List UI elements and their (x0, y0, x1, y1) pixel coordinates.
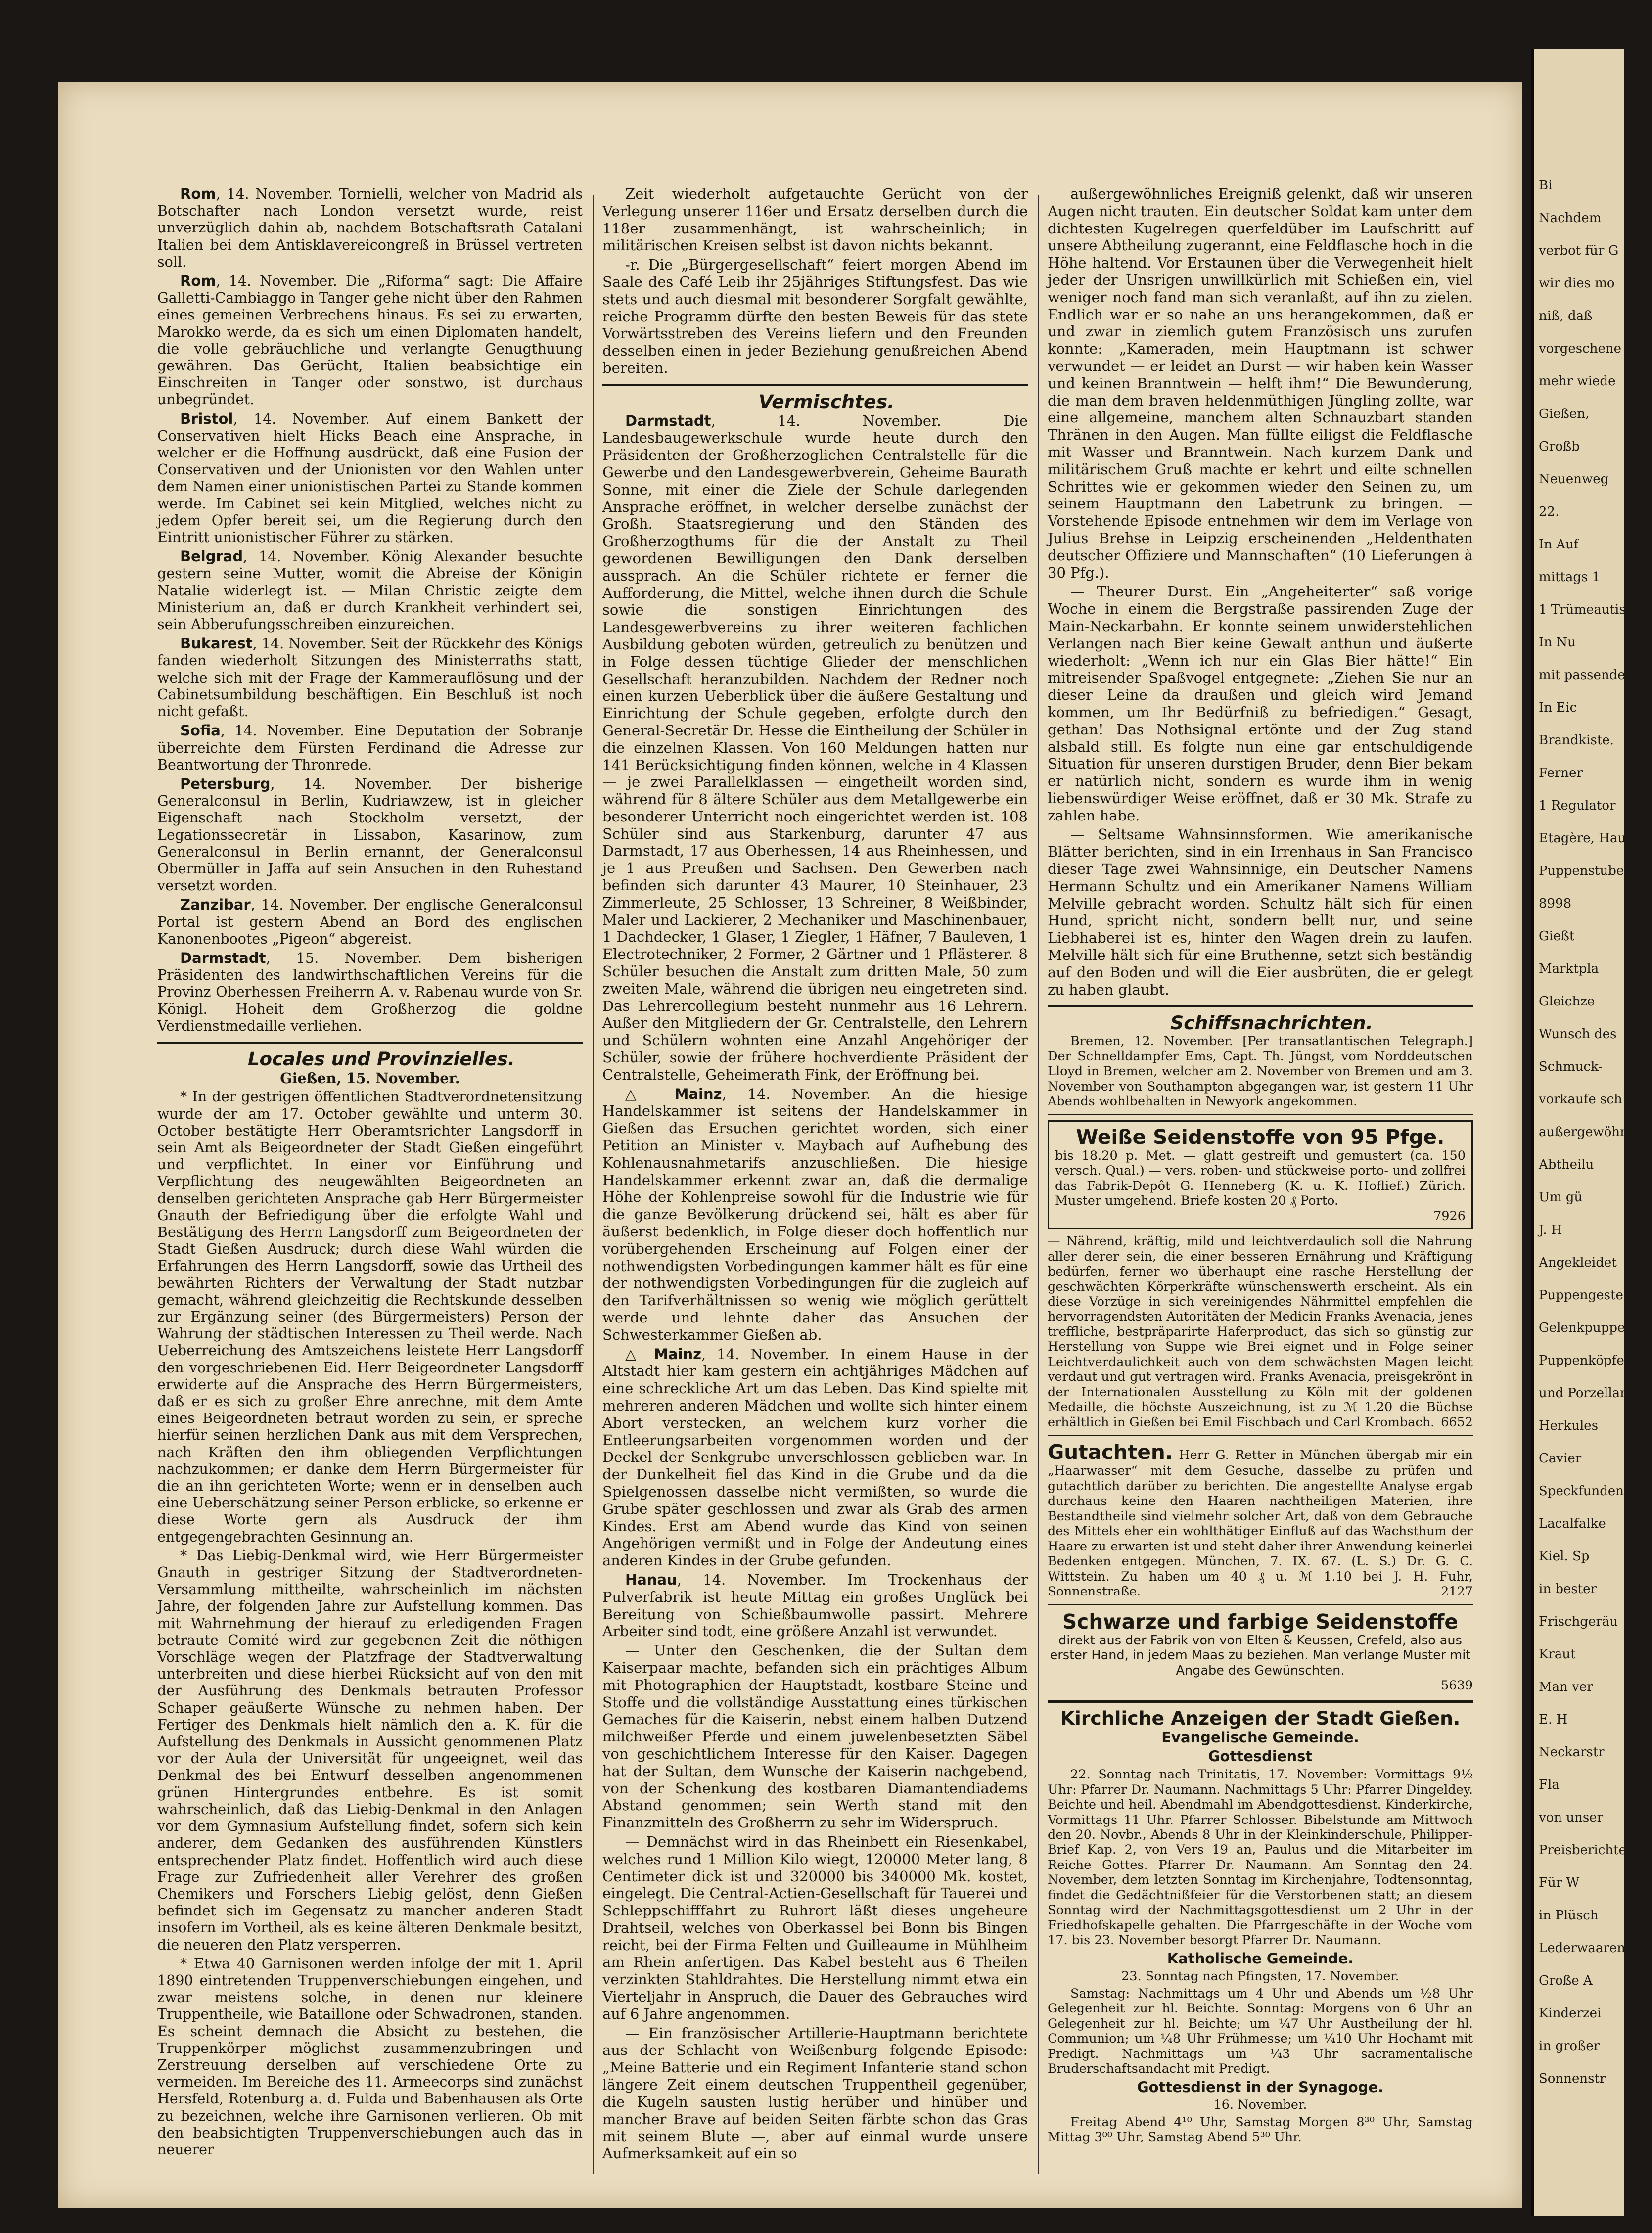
article-text: , 14. November. Im Trockenhaus der Pulverfabrik ist heute Mittag ein großes Unglück bei Bereitung von Schießbaumwolle passirt. Mehrere Arbeiter sind todt, eine größere Anzahl ist verwundet. (602, 1571, 1028, 1640)
miscellaneous-news (602, 412, 1028, 2162)
article (602, 1642, 1028, 1831)
adjacent-page-fragment: Großb (1539, 439, 1580, 454)
dateline: Gießen, 15. November. (280, 1070, 460, 1087)
evangelical-text: 22. Sonntag nach Trinitatis, 17. November: Vormittags 9½ Uhr: Pfarrer Dr. Naumann. Nachmittags 5 Uhr: Pfarrer Dingeldey. Beichte und heil. Abendmahl im Abendgottesdienst. Kinderkirche, Vormittags 11 Uhr. Pfarrer Schlosser. Bibelstunde am Mittwoch den 20. Novbr., Abends 8 Uhr in der Kleinkinderschule, Philipper-Brief Kap. 2, von Vers 19 an, Paulus und die Mitarbeiter im Reiche Gottes. Pfarrer Dr. Naumann. Am Sonntag den 24. November, dem letzten Sonntag im Kirchenjahre, Todtensonntag, findet die Gedächtnißfeier für die Verstorbenen statt; an diesem Sonntag wird der Nachmittagsgottesdienst um 2 Uhr in der Friedhofskapelle gehalten. Die Pfarrgeschäfte in der Woche vom 17. bis 23. November besorgt Pfarrer Dr. Naumann. (1048, 1767, 1473, 1948)
ad-gutachten (1048, 1441, 1473, 1599)
adjacent-page-fragment: Kinderzei (1539, 2006, 1602, 2021)
ad-weisse-seidenstoffe (1048, 1120, 1473, 1230)
evangelical-subtitle: Gottesdienst (1208, 1748, 1313, 1765)
article-dateline: Hanau (625, 1571, 677, 1588)
article-text: * Etwa 40 Garnisonen werden infolge der mit 1. April 1890 eintretenden Truppenverschiebungen eingehen, und zwar meistens solche, in denen nur kleinere Truppentheile, wie Bataillone oder Schwadronen, standen. Es scheint demnach die Absicht zu bestehen, die Truppenkörper möglichst zusammenzubringen und Zerstreuung derselben auf verschiedene Orte zu vermeiden. Im Bereiche des 11. Armeecorps sind zunächst Hersfeld, Rotenburg a. d. Fulda und Babenhausen als Orte zu bezeichnen, welche ihre Garnisonen verlieren. Ob mit den beabsichtigten Truppenverschiebungen auch das in neuerer (157, 1955, 583, 2158)
evangelical-title: Evangelische Gemeinde. (1161, 1729, 1359, 1746)
section-divider (1048, 1005, 1473, 1007)
adjacent-page-fragment: mittags 1 (1539, 570, 1601, 585)
ad-number: 6652 (1441, 1414, 1473, 1430)
adjacent-page-fragment: Gleichze (1539, 994, 1595, 1009)
ad-number: 7926 (1433, 1208, 1466, 1224)
adjacent-page-fragment: verbot für G (1539, 243, 1619, 258)
adjacent-page-fragment: Lederwaaren (1539, 1941, 1625, 1956)
adjacent-page-fragment: J. H (1539, 1223, 1562, 1237)
adjacent-page-fragment: Puppenköpfe (1539, 1353, 1624, 1368)
ad-seidenstoffe (1048, 1610, 1473, 1693)
divider (1048, 1114, 1473, 1115)
section-divider (602, 384, 1028, 386)
article (602, 2025, 1028, 2162)
adjacent-page-fragment: in bester (1539, 1582, 1597, 1596)
adjacent-page-fragment: Für W (1539, 1875, 1580, 1890)
article-dateline: Sofia (180, 722, 221, 739)
column-2 (602, 185, 1028, 2164)
article (157, 896, 583, 948)
article-text: außergewöhnliches Ereigniß gelenkt, daß wir unseren Augen nicht trauten. Ein deutscher Soldat kam unter dem dichtesten Kugelregen querfeldüber im Laufschritt auf unsere Abtheilung zugerannt, eine Feldflasche hoch in die Höhe haltend. Vor Erstaunen über die Verwegenheit hielt jeder der Unsrigen unwillkürlich mit Schießen ein, viel weniger noch fand man sich veranlaßt, auf ihn zu zielen. Endlich war er so nahe an uns herangekommen, daß er und zwar in ziemlich gutem Französisch uns zurufen konnte: „Kameraden, mein Hauptmann ist schwer verwundet — er leidet an Durst — wir haben kein Wasser und keinen Branntwein — helft ihm!“ Die Bewunderung, die man dem braven heldenmüthigen Jüngling zollte, war eine allgemeine, manchem alten Schnauzbart standen Thränen in den Augen. Man füllte eiligst die Feldflasche mit Wasser und Branntwein. Nach kurzem Dank und militärischem Gruß machte er kehrt und eilte schnellen Schrittes wie er gekommen wieder den Seinen zu, um seinem Hauptmann den Labetrunk zu bringen. — Vorstehende Episode entnehmen wir dem im Verlage von Julius Brehse in Leipzig erscheinenden „Heldenthaten deutscher Offiziere und Mannschaften“ (10 Lieferungen à 30 Pfg.). (1048, 185, 1473, 581)
section-divider (157, 1042, 583, 1044)
article-text: — Ein französischer Artillerie-Hauptmann berichtete aus der Schlacht von Weißenburg folgende Episode: „Meine Batterie und ein Regiment Infanterie stand schon längere Zeit einem deutschen Truppentheil gegenüber, die Kugeln sausten lustig herüber und hinüber und mancher Brave auf beiden Seiten färbte schon das Gras mit seinem Blute —, aber auf einmal wurde unsere Aufmerksamkeit auf ein so (602, 2024, 1028, 2162)
adjacent-page-fragment: E. H (1539, 1712, 1568, 1727)
article-text: Zeit wiederholt aufgetauchte Gerücht von der Verlegung unserer 116er und Ersatz derselben durch die 118er zusammenhängt, ist wahrscheinlich; in militärischen Kreisen selbst ist davon nichts bekannt. (602, 185, 1028, 254)
adjacent-page-fragment: Um gü (1539, 1190, 1583, 1205)
article (602, 1833, 1028, 2023)
catholic-subtitle: 23. Sonntag nach Pfingsten, 17. November. (1121, 1969, 1399, 1984)
church-notices (1048, 1707, 1473, 2145)
article-text: , 14. November. Eine Deputation der Sobranje überreichte dem Fürsten Ferdinand die Adresse zur Beantwortung der Thronrede. (157, 723, 583, 773)
adjacent-page-fragment: von unser (1539, 1810, 1603, 1825)
adjacent-page-fragment: Kraut (1539, 1647, 1576, 1662)
adjacent-page-fragment: vorgeschene (1539, 341, 1621, 356)
adjacent-page-fragment: Ferner (1539, 766, 1583, 780)
article-dateline: △ Mainz (625, 1345, 701, 1363)
adjacent-page-fragment: Abtheilu (1539, 1157, 1594, 1172)
adjacent-page-edge (1531, 49, 1652, 2216)
article-dateline: Rom (180, 273, 216, 290)
adjacent-page-fragment: Neckarstr (1539, 1745, 1605, 1760)
adjacent-page-fragment: Sonnenstr (1539, 2071, 1606, 2086)
article-text: , 14. November. Die „Riforma“ sagt: Die Affaire Galletti-Cambiaggo in Tanger gehe nicht über den Rahmen eines gemeinen Verbrechens hinaus. Es sei zu erwarten, Marokko werde, da es sich um einen Diplomaten handelt, die volle gebräuchliche und verlangte Genugthuung gewähren. Das Gerücht, Italien beabsichtige ein Einschreiten in Tanger oder sonstwo, ist durchaus unbegründet. (157, 273, 583, 408)
article (157, 548, 583, 633)
ad-text: direkt aus der Fabrik von von Elten & Keussen, Crefeld, also aus erster Hand, in jedem Maas zu beziehen. Man verlange Muster mit Angabe des Gewünschten. (1050, 1633, 1471, 1678)
adjacent-page-fragment: Kiel. Sp (1539, 1549, 1590, 1564)
article-text: * Das Liebig-Denkmal wird, wie Herr Bürgermeister Gnauth in gestriger Sitzung der Stadtverordneten-Versammlung mittheilte, wahrscheinlich im nächsten Jahre, der folgenden Jahre zur Aufstellung kommen. Das mit Wahrnehmung der hierauf zu erledigenden Fragen betraute Comité wird zur gegebenen Zeit die nöthigen Vorschläge wegen der Platzfrage der Stadtverwaltung unterbreiten und diese hierbei Rücksicht auf von den mit der Ausführung des Denkmals betrauten Professor Schaper geäußerte Wünsche zu nehmen haben. Der Fertiger des Denkmals hielt nämlich den a. K. für die Aufstellung des Denkmals in Aussicht genommenen Platz vor der Aula der Universität für ungeeignet, weil das Denkmal des bei Entwurf desselben angenommenen grünen Hintergrundes entbehre. Es ist somit wahrscheinlich, daß das Liebig-Denkmal in den Anlagen vor dem Gymnasium Aufstellung findet, sofern sich kein anderer, dem Gedanken des ausführenden Künstlers entsprechender Platz findet. Hoffentlich wird auch diese Frage zur Zufriedenheit aller Verehrer des großen Chemikers und Forschers Liebig gelöst, denn Gießen befindet sich im Gegensatz zu mancher anderen Stadt insofern im Vortheil, als es keine älteren Denkmale besitzt, die neueren den Platz versperren. (157, 1547, 583, 1953)
synagogue-subtitle: 16. November. (1213, 2097, 1307, 2113)
article-dateline: Petersburg (180, 775, 271, 792)
adjacent-page-fragment: Neuenweg (1539, 472, 1609, 487)
article (157, 722, 583, 774)
adjacent-page-fragment: Man ver (1539, 1680, 1593, 1694)
article-text: , 14. November. Die Landesbaugewerkschule wurde heute durch den Präsidenten der Großherzoglichen Centralstelle für die Gewerbe und den Landesgewerbverein, Geheime Baurath Sonne, mit einer die Ziele der Schule darlegenden Ansprache eröffnet, in welcher derselbe zunächst der Großh. Staatsregierung und den Ständen des Großherzogthums für die der Anstalt zu Theil gewordenen Bewilligungen den Dank derselben aussprach. An die Schüler richtete er ferner die Aufforderung, die Mittel, welche ihnen durch die Schule sowie die sonstigen Einrichtungen des Landesgewerbvereins zu ihrer weiteren fachlichen Ausbildung geboten würden, getreulich zu benützen und in Folge dessen tüchtige Glieder der menschlichen Gesellschaft heranzubilden. Nachdem der Redner noch einen kurzen Ueberblick über die äußere Gestaltung und Einrichtung der Schule gegeben, erfolgte durch den General-Secretär Dr. Hesse die Eintheilung der Schüler in die einzelnen Klassen. Von 160 Meldungen hatten nur 141 Berücksichtigung finden können, welche in 4 Klassen — je zwei Parallelklassen — eingetheilt worden sind, während für 8 ältere Schüler aus dem Metallgewerbe ein besonderer Unterricht noch eingerichtet werden ist. 108 Schüler sind aus Starkenburg, darunter 47 aus Darmstadt, 17 aus Oberhessen, 14 aus Rheinhessen, und je 1 aus Preußen und Sachsen. Den Gewerben nach befinden sich darunter 43 Maurer, 10 Steinhauer, 23 Zimmerleute, 25 Schlosser, 13 Schreiner, 8 Weißbinder, Maler und Lackierer, 2 Mechaniker und Maschinenbauer, 1 Dachdecker, 1 Glaser, 1 Ziegler, 1 Häfner, 7 Bauleven, 1 Electrotechniker, 2 Former, 2 Gärtner und 1 Pflästerer. 8 Schüler besuchen die Anstalt zum dritten Male, 50 zum zweiten Male, während die übrigen neu eingetreten sind. Das Lehrercollegium besteht nunmehr aus 16 Lehrern. Außer den Mitgliedern der Gr. Centralstelle, den Lehrern und Schülern wohnten eine Anzahl Angehöriger der Schüler, sowie der frühere hochverdiente Präsident der Centralstelle, Geheimerath Fink, der Eröffnung bei. (602, 412, 1028, 1083)
adjacent-page-fragment: in großer (1539, 2039, 1600, 2053)
article-text: , 14. November. König Alexander besuchte gestern seine Mutter, womit die Abreise der Königin Natalie widerlegt ist. — Milan Christic zeigte dem Ministerium an, daß er durch Krankheit verhindert sei, sein Abberufungsschreiben einzureichen. (157, 548, 583, 633)
article (1048, 583, 1473, 824)
adjacent-page-fragment: Herkules (1539, 1418, 1599, 1433)
article-text: -r. Die „Bürgergesellschaft“ feiert morgen Abend im Saale des Café Leib ihr 25jähriges Stiftungsfest. Das wie stets und auch diesmal mit besonderer Sorgfalt gewählte, reiche Programm dürfte den besten Beweis für das stete Vorwärtsstreben des Vereins liefern und den Freunden desselben einen in jeder Beziehung genußreichen Abend bereiten. (602, 256, 1028, 376)
adjacent-page-fragment: Puppenstube, Po (1539, 864, 1648, 878)
article-dateline: Bukarest (180, 635, 253, 652)
section-heading-locales: Locales und Provinzielles. (248, 1048, 515, 1070)
adjacent-page-fragment: 1 Regulator (1539, 798, 1616, 813)
newspaper-page (58, 82, 1522, 2208)
ad-avenacia (1048, 1234, 1473, 1430)
article-dateline: Darmstadt (180, 949, 266, 966)
adjacent-page-fragment: Bi (1539, 178, 1553, 193)
article (157, 950, 583, 1035)
section-heading-vermischtes: Vermischtes. (758, 390, 895, 412)
adjacent-page-fragment: Preisberichte (1539, 1843, 1626, 1858)
catholic-text: Samstag: Nachmittags um 4 Uhr und Abends um ½8 Uhr Gelegenheit zur hl. Beichte. Sonntag: Morgens von 6 Uhr an Gelegenheit zur hl. Beichte; um ¼7 Uhr Austheilung der hl. Communion; um ¼8 Uhr Frühmesse; um ¼10 Uhr Hochamt mit Predigt. Nachmittags um ¼3 Uhr sacramentalische Bruderschaftsandacht mit Predigt. (1048, 1986, 1473, 2077)
article-dateline: Darmstadt (625, 412, 711, 429)
adjacent-page-fragment: mehr wiede (1539, 374, 1616, 389)
divider (1048, 1604, 1473, 1605)
adjacent-page-fragment: Angekleidet (1539, 1255, 1617, 1270)
adjacent-page-fragment: Schmuck- (1539, 1059, 1603, 1074)
article-dateline: △ Mainz (625, 1085, 722, 1102)
catholic-title: Katholische Gemeinde. (1167, 1950, 1354, 1967)
article-dateline: Zanzibar (180, 896, 251, 913)
article (1048, 185, 1473, 581)
ad-number: 2127 (1441, 1584, 1473, 1599)
article-text: — Seltsame Wahnsinnsformen. Wie amerikanische Blätter berichten, sind in ein Irrenhaus in San Francisco dieser Tage zwei Wahnsinnige, ein Deutscher Namens Hermann Schultz und ein Amerikaner Namens William Melville gebracht worden. Schultz hält sich für einen Hund, spricht nicht, sondern bellt nur, und seine Liebhaberei ist es, hinter den Wagen drein zu laufen. Melville hält sich für eine Bruthenne, setzt sich beständig auf den Boden und will die Eier ausbrüten, die er gelegt zu haben glaubt. (1048, 826, 1473, 998)
adjacent-page-fragment: Cavier (1539, 1451, 1582, 1466)
adjacent-page-fragment: wir dies mo (1539, 276, 1615, 291)
shipping-notice: Bremen, 12. November. [Per transatlantischen Telegraph.] Der Schnelldampfer Ems, Capt. Th. Jüngst, vom Norddeutschen Lloyd in Bremen, welcher am 2. November von Bremen und am 3. November von Southampton abgegangen war, ist gestern 11 Uhr Abends wohlbehalten in Newyork angekommen. (1048, 1034, 1473, 1109)
article (602, 412, 1028, 1084)
adjacent-page-fragment: Gelenkpuppe (1539, 1321, 1625, 1335)
article (602, 1571, 1028, 1640)
adjacent-page-fragment: mit passenden Tr (1539, 668, 1652, 683)
synagogue-text: Freitag Abend 4¹⁰ Uhr, Samstag Morgen 8³⁰ Uhr, Samstag Mittag 3⁰⁰ Uhr, Samstag Abend 5³⁰ Uhr. (1048, 2114, 1473, 2145)
ad-text: — Nährend, kräftig, mild und leichtverdaulich soll die Nahrung aller derer sein, die einer besseren Ernährung und Kräftigung bedürfen, ferner wo überhaupt eine rasche Herstellung der geschwächten Körperkräfte wünschenswerth erscheint. Als ein diese Vorzüge in sich vereinigendes Nährmittel empfehlen die hervorragendsten Autoritäten der Medicin Franks Avenacia, jenes treffliche, bestpräparirte Haferproduct, das sich so günstig zur Herstellung von Suppe wie Brei eignet und in Folge seiner Leichtverdaulichkeit auch von dem schwächsten Magen leicht verdaut und gut vertragen wird. Franks Avenacia, preisgekrönt in der Internationalen Ausstellung zu Köln mit der goldenen Medaille, die höchste Auszeichnung, ist zu ℳ 1.20 die Büchse erhältlich in Gießen bei Emil Fischbach und Carl Krombach. (1048, 1234, 1473, 1430)
article (602, 185, 1028, 254)
ad-title: Weiße Seidenstoffe von 95 Pfge. (1076, 1125, 1445, 1149)
adjacent-page-fragment: In Auf (1539, 537, 1579, 552)
local-news-continued (602, 185, 1028, 377)
adjacent-page-fragment: Gießt (1539, 929, 1575, 944)
adjacent-page-fragment: Nachdem (1539, 211, 1602, 226)
article-text: — Demnächst wird in das Rheinbett ein Riesenkabel, welches rund 1 Million Kilo wiegt, 120000 Meter lang, 8 Centimeter dick ist und 320000 bis 340000 Mk. kostet, eingelegt. Die Central-Actien-Gesellschaft für Tauerei und Schleppschifffahrt zu Ruhrort läßt dieses ungeheure Drahtseil, welches von Oberkassel bei Bonn bis Bingen reicht, bei der Firma Felten und Guilleaume in Mühlheim am Rhein anfertigen. Das Kabel besteht aus 6 Theilen verzinkten Stahldrahtes. Die Herstellung nimmt etwa ein Vierteljahr in Anspruch, die Dauer des Gebrauches wird auf 6 Jahre angenommen. (602, 1833, 1028, 2022)
column-divider (593, 195, 594, 2174)
adjacent-page-fragment: Puppengeste (1539, 1288, 1623, 1303)
article (157, 1089, 583, 1545)
adjacent-page-fragment: In Eic (1539, 700, 1577, 715)
column-3 (1048, 185, 1473, 2147)
ad-number: 5639 (1441, 1678, 1473, 1693)
article-text: , 14. November. Seit der Rückkehr des Königs fanden wiederholt Sitzungen des Ministerraths statt, welche sich mit der Frage der Kammerauflösung und der Cabinetsumbildung beschäftigen. Ein Beschluß ist noch nicht gefaßt. (157, 636, 583, 720)
adjacent-page-fragment: außergewöhnl (1539, 1125, 1633, 1139)
adjacent-page-fragment: vorkaufe sch (1539, 1092, 1622, 1107)
news-telegrams (157, 185, 583, 1035)
article-dateline: Bristol (180, 410, 233, 427)
article-text: — Unter den Geschenken, die der Sultan dem Kaiserpaar machte, befanden sich ein prächtiges Album mit Photographien der Hauptstadt, kostbare Steine und Stoffe und die vollständige Ausstattung eines türkischen Gemaches für die Kaiserin, nebst einem halben Dutzend milchweißer Pferde und einem juwelenbesetzten Säbel von geschichtlichem Interesse für den Kaiser. Dagegen hat der Sultan, dem Wunsche der Kaiserin nachgebend, von der Schenkung des kostbaren Diamantendiadems Abstand genommen; sein Werth stand mit den Finanzmitteln des Großherrn zu sehr im Widerspruch. (602, 1642, 1028, 1831)
adjacent-page-fragment: Speckfunden (1539, 1484, 1624, 1499)
article (1048, 826, 1473, 998)
article-text: , 14. November. In einem Hause in der Altstadt hier kam gestern ein achtjähriges Mädchen auf eine schreckliche Art um das Leben. Das Kind spielte mit mehreren anderen Mädchen und wollte sich hinter einem Abort verstecken, an welchem kurz vorher die Entleerungsarbeiten vorgenommen worden und der Deckel der Senkgrube unverschlossen geblieben war. In der Dunkelheit fiel das Kind in die Grube und da die Spielgenossen dasselbe nicht vermißten, so wurde die Grube später geschlossen und zwar als Grab des armen Kindes. Erst am Abend wurde das Kind von seinen Angehörigen vermißt und in Folge der Andeutung eines anderen Kindes in der Grube gefunden. (602, 1345, 1028, 1569)
adjacent-page-fragment: Marktpla (1539, 961, 1599, 976)
adjacent-page-fragment: Wunsch des (1539, 1027, 1617, 1042)
adjacent-page-fragment: Große A (1539, 1973, 1593, 1988)
article (602, 1086, 1028, 1344)
adjacent-page-fragment: niß, daß (1539, 309, 1593, 323)
article (157, 410, 583, 547)
church-title: Kirchliche Anzeigen der Stadt Gießen. (1060, 1707, 1461, 1729)
article-text: , 14. November. Tornielli, welcher von Madrid als Botschafter nach London versetzt wurde, reist unverzüglich dahin ab, nachdem Botschaftsrath Catalani Italien bei dem Antisklavereicongreß in Brüssel vertreten soll. (157, 186, 583, 270)
adjacent-page-fragment: Fla (1539, 1777, 1560, 1792)
adjacent-page-fragment: In Nu (1539, 635, 1576, 650)
ad-title: Gutachten. (1048, 1440, 1173, 1464)
adjacent-page-fragment: Frischgeräu (1539, 1614, 1618, 1629)
article (157, 273, 583, 409)
section-heading-schiffsnachrichten: Schiffsnachrichten. (1170, 1012, 1373, 1034)
local-news (157, 1089, 583, 2158)
article-dateline: Rom (180, 185, 216, 202)
article (602, 1346, 1028, 1569)
divider (1048, 1435, 1473, 1436)
article-text: , 14. November. Der bisherige Generalconsul in Berlin, Kudriawzew, ist in gleicher Eigenschaft nach Stockholm versetzt, der Legationssecretär in Lissabon, Kasarinow, zum Generalconsul in Berlin ernannt, der Generalconsul Obermüller in Jaffa auf sein Ansuchen in den Ruhestand versetzt worden. (157, 775, 583, 894)
article (157, 185, 583, 271)
article-text: , 14. November. Der englische Generalconsul Portal ist gestern Abend an Bord des englischen Kanonenbootes „Pigeon“ abgereist. (157, 897, 583, 947)
section-divider (1048, 1700, 1473, 1703)
adjacent-page-fragment: Etagère, Haus (1539, 831, 1633, 846)
adjacent-page-fragment: und Porzellan, (1539, 1386, 1633, 1401)
adjacent-page-fragment: Lacalfalke (1539, 1516, 1606, 1531)
article-text: * In der gestrigen öffentlichen Stadtverordnetensitzung wurde der am 17. October gewählte und unterm 30. October bestätigte Herr Oberamtsrichter Langsdorff in sein Amt als Beigeordneter der Stadt Gießen eingeführt und verpflichtet. In einer vor Einführung und Verpflichtung des neugewählten Beigeordneten an denselben gerichteten Ansprache gab Herr Bürgermeister Gnauth der Befriedigung über die erfolgte Wahl und Bestätigung des Herrn Langsdorff zum Beigeordneten der Stadt Gießen Ausdruck; durch diese Wahl würden die Erfahrungen des Herrn Langsdorff, sowie das Urtheil des bewährten Richters der Verwaltung der Stadt nutzbar gemacht, während gleichzeitig die Rechtskunde desselben zur Ergänzung seiner (des Bürgermeisters) Person der Wahrung der städtischen Interessen zu Theil werde. Nach Ueberreichung des Amtszeichens leistete Herr Langsdorff den vorgeschriebenen Eid. Herr Beigeordneter Langsdorff erwiderte auf die Ansprache des Herrn Bürgermeisters, daß er es sich zu großer Ehre anrechne, mit dem Amte eines Beigeordneten betraut worden zu sein, er spreche hierfür seinen herzlichen Dank aus mit dem Versprechen, nach Kräften den ihm obliegenden Verpflichtungen nachzukommen; er danke dem Herrn Bürgermeister für die an ihn gerichteten Worte; wenn er in denselben auch eine Ueberschätzung seiner Person erblicke, so erkenne er diese Worte gern als Ausdruck der ihm entgegengebrachten Gesinnung an. (157, 1089, 583, 1545)
article-text: — Theurer Durst. Ein „Angeheiterter“ saß vorige Woche in einem die Bergstraße passirenden Zuge der Main-Neckarbahn. Er konnte seinem unwiderstehlichen Verlangen nach Bier keine Gewalt anthun und äußerte wiederholt: „Wenn ich nur ein Glas Bier hätte!“ Ein mitreisender Spaßvogel entgegnete: „Ziehen Sie nur an dieser Leine da draußen und gleich wird Jemand kommen, um Ihr Bedürfniß zu befriedigen.“ Gesagt, gethan! Das Nothsignal ertönte und der Zug stand alsbald still. Es folgte nun eine gar entschuldigende Situation für unseren durstigen Bruder, denn Bier bekam er natürlich nicht, sondern es wurde ihm in wenig liebenswürdiger Weise eröffnet, daß er 30 Mk. Strafe zu zahlen habe. (1048, 583, 1473, 824)
ad-text: Herr G. Retter in München übergab mir ein „Haarwasser“ mit dem Gesuche, dasselbe zu prüfen und gutachtlich darüber zu berichten. Die angestellte Analyse ergab durchaus keine den Haaren nachtheiligen Materien, ihre Bestandtheile sind vielmehr solcher Art, daß von dem Gebrauche des Mittels eher ein wohlthätiger Einfluß auf das Wachsthum der Haare zu erwarten ist und steht daher ihrer Anwendung keinerlei Bedenken entgegen. München, 7. IX. 67. (L. S.) Dr. G. C. Wittstein. Zu haben um 40 ₰ u. ℳ 1.10 bei J. H. Fuhr, Sonnenstraße. (1048, 1448, 1473, 1599)
ad-title: Schwarze und farbige Seidenstoffe (1062, 1609, 1458, 1634)
adjacent-page-fragment: 22. (1539, 504, 1560, 519)
synagogue-title: Gottesdienst in der Synagoge. (1137, 2078, 1384, 2096)
article (157, 1956, 583, 2158)
article-text: , 14. November. An die hiesige Handelskammer ist seitens der Handelskammer in Gießen das Ersuchen gerichtet worden, sich einer Petition an Minister v. Maybach auf Aufhebung des Kohlenausnahmetarifs anzuschließen. Die hiesige Handelskammer erkennt zwar an, daß die dermalige Höhe der Kohlenpreise sowohl für die Industrie wie für die ganze Bevölkerung drückend sei, hält es aber für äußerst bedenklich, in Folge dieser doch hoffentlich nur vorübergehenden Erscheinung auf Folgen einer der nothwendigsten Vorbedingungen kammer hält es für eine der nothwendigsten Vorbedingungen für die zugleich auf den Tarifverhältnissen so wenig wie möglich gerüttelt werde und lehnte daher das Ansuchen der Schwesterkammer Gießen ab. (602, 1085, 1028, 1343)
adjacent-page-fragment: 8998 (1539, 896, 1572, 911)
column-1 (157, 185, 583, 2160)
article-text: , 14. November. Auf einem Bankett der Conservativen hielt Hicks Beach eine Ansprache, in welcher er die Hoffnung ausdrückt, daß eine Fusion der Conservativen und der Unionisten vor den Wahlen unter dem Namen einer unionistischen Partei zu Stande kommen werde. Im Cabinet sei kein Mitglied, welches nicht zu jedem Opfer bereit sei, um die Regierung durch den Eintritt unionistischer Führer zu stärken. (157, 410, 583, 546)
ad-text: bis 18.20 p. Met. — glatt gestreift und gemustert (ca. 150 versch. Qual.) — vers. roben- und stückweise porto- und zollfrei das Fabrik-Depôt G. Henneberg (K. u. K. Hoflief.) Zürich. Muster umgehend. Briefe kosten 20 ₰ Porto. (1055, 1148, 1466, 1209)
adjacent-page-fragment: Gießen, (1539, 407, 1590, 421)
article (602, 256, 1028, 377)
adjacent-page-fragment: Brandkiste. (1539, 733, 1614, 748)
article-text: , 15. November. Dem bisherigen Präsidenten des landwirthschaftlichen Vereins für die Provinz Oberhessen Freiherrn A. v. Rabenau wurde von Sr. Königl. Hoheit dem Großherzog die goldne Verdienstmedaille verliehen. (157, 950, 583, 1034)
adjacent-page-fragment: in Plüsch (1539, 1908, 1599, 1923)
article (157, 1548, 583, 1954)
article-dateline: Belgrad (180, 548, 243, 565)
article (157, 635, 583, 720)
miscellaneous-continued (1048, 185, 1473, 998)
article (157, 775, 583, 894)
adjacent-page-fragment: 1 Trümeautisch (1539, 602, 1642, 617)
column-divider (1038, 195, 1039, 2174)
